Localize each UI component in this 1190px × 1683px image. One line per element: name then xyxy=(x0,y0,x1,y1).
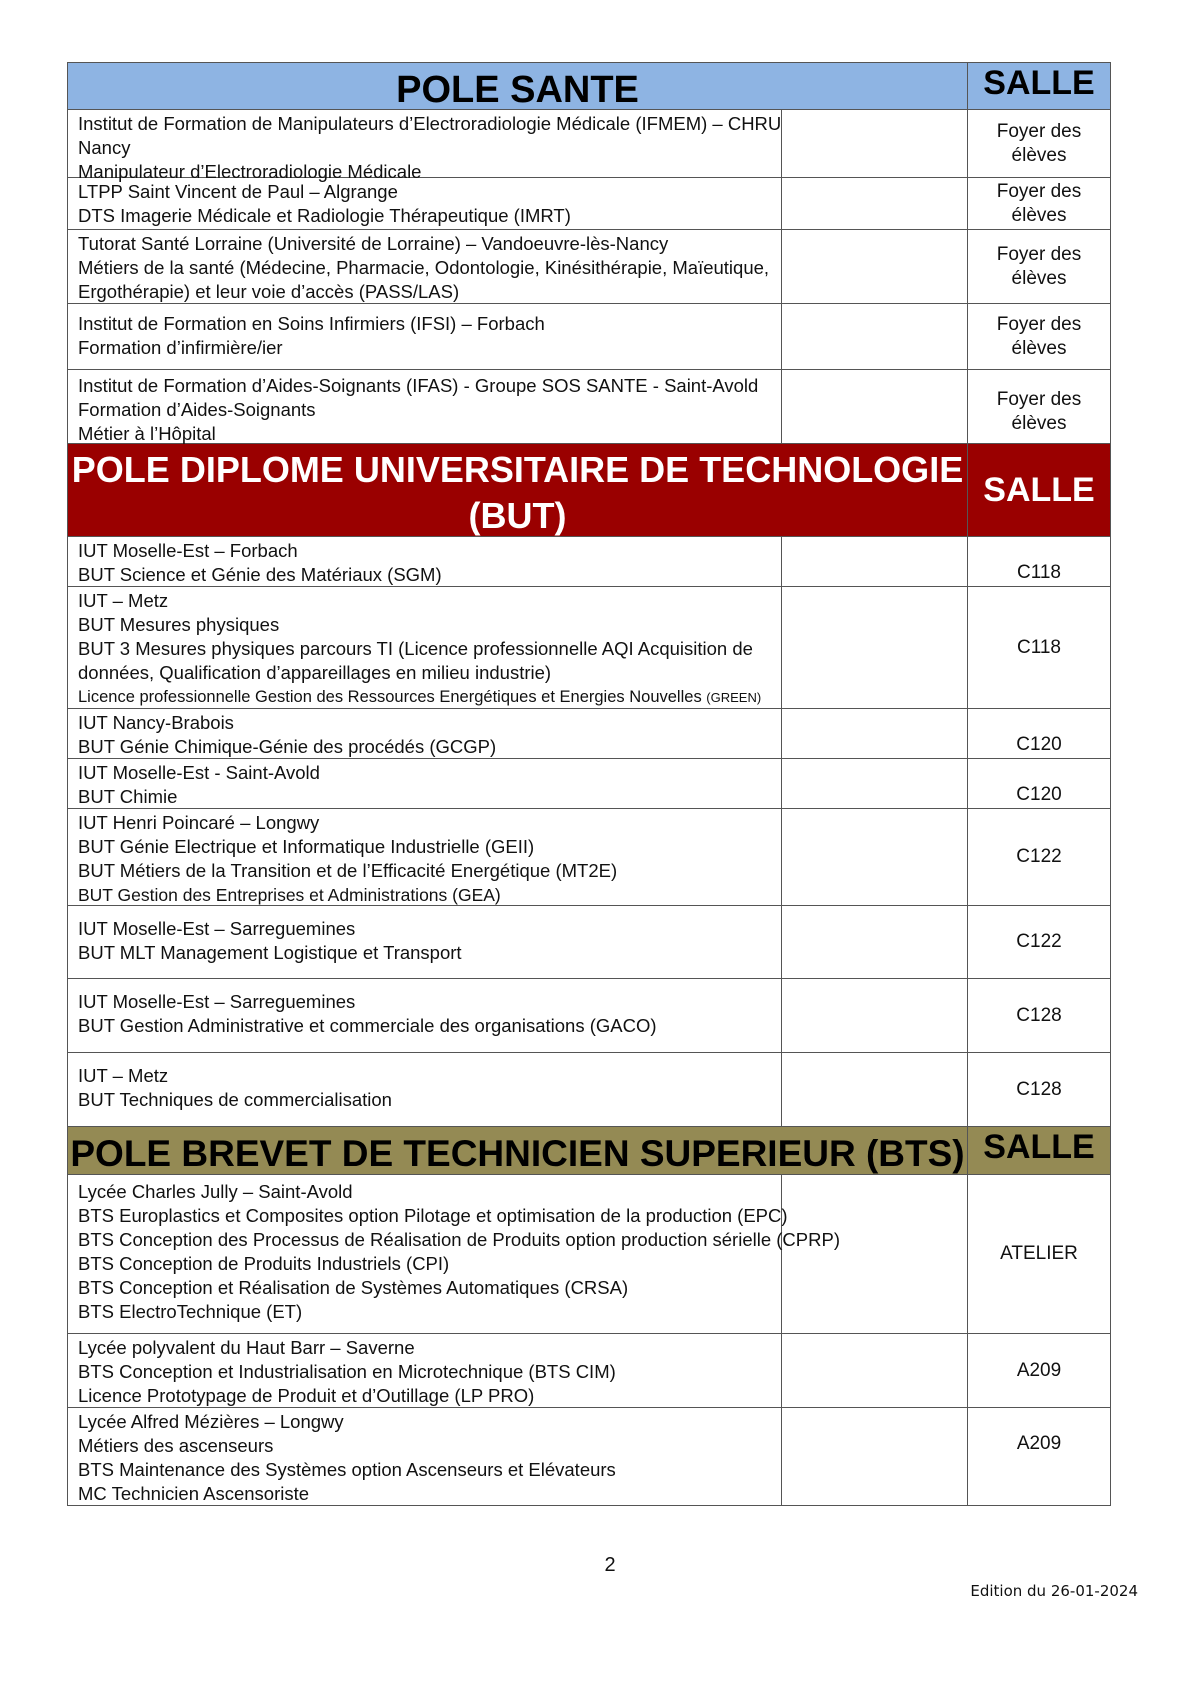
table-row xyxy=(67,1334,1111,1408)
section-header-sante xyxy=(67,62,1111,110)
table-row xyxy=(67,759,1111,809)
cell-line: Métiers de la santé (Médecine, Pharmacie, Odontologie, Kinésithérapie, Maïeutique, xyxy=(78,257,770,278)
cell-line: IUT Moselle-Est – Forbach xyxy=(78,540,298,561)
cell-line: Tutorat Santé Lorraine (Université de Lorraine) – Vandoeuvre-lès-Nancy xyxy=(78,233,669,254)
salle-cell: A209 xyxy=(1016,1433,1062,1454)
cell-line: IUT Moselle-Est – Sarreguemines xyxy=(78,991,356,1012)
formation-cell xyxy=(68,1053,782,1126)
salle-cell: C122 xyxy=(1016,846,1062,867)
table-row xyxy=(67,1408,1111,1506)
empty-cell xyxy=(782,537,968,586)
formation-cell xyxy=(68,587,782,708)
cell-line: BTS Conception de Produits Industriels (CPI) xyxy=(78,1253,450,1274)
section-header-bts xyxy=(67,1127,1111,1175)
cell-line: BUT Génie Chimique-Génie des procédés (GCGP) xyxy=(78,736,497,757)
cell-line: BUT Techniques de commercialisation xyxy=(78,1089,392,1110)
section-header-but xyxy=(67,444,1111,537)
empty-cell xyxy=(782,906,968,978)
table-row xyxy=(67,537,1111,587)
salle-cell: C122 xyxy=(1016,931,1062,952)
salle-header: SALLE xyxy=(983,63,1095,102)
formation-cell xyxy=(68,1408,782,1505)
section-title: POLE BREVET DE TECHNICIEN SUPERIEUR (BTS) xyxy=(68,1127,968,1174)
page-number: 2 xyxy=(604,1554,616,1576)
cell-line: BTS Conception et Industrialisation en Microtechnique (BTS CIM) xyxy=(78,1361,616,1382)
cell-line: Institut de Formation en Soins Infirmiers (IFSI) – Forbach xyxy=(78,313,545,334)
cell-line: Institut de Formation d’Aides-Soignants (IFAS) - Groupe SOS SANTE - Saint-Avold xyxy=(78,375,759,396)
cell-line-suffix: (GREEN) xyxy=(706,690,762,705)
cell-line: MC Technicien Ascensoriste xyxy=(78,1483,310,1504)
salle-cell: Foyer des élèves xyxy=(996,388,1082,434)
table-row xyxy=(67,304,1111,370)
cell-line: Ergothérapie) et leur voie d’accès (PASS/LAS) xyxy=(78,281,460,302)
cell-line: IUT – Metz xyxy=(78,1065,169,1086)
cell-line: Métier à l’Hôpital xyxy=(78,423,216,444)
cell-line: BUT Métiers de la Transition et de l’Efficacité Energétique (MT2E) xyxy=(78,860,618,881)
cell-line: BUT Gestion des Entreprises et Administrations (GEA) xyxy=(78,885,501,905)
cell-line xyxy=(78,685,771,710)
salle-header: SALLE xyxy=(983,1128,1095,1166)
table-row xyxy=(67,370,1111,444)
salle-cell: C120 xyxy=(1016,784,1062,805)
cell-line: Lycée Charles Jully – Saint-Avold xyxy=(78,1181,353,1202)
cell-line: Manipulateur d’Electroradiologie Médicale xyxy=(78,161,422,182)
table-row xyxy=(67,110,1111,182)
empty-cell xyxy=(782,587,968,708)
cell-line: IUT Henri Poincaré – Longwy xyxy=(78,812,320,833)
cell-line: BTS ElectroTechnique (ET) xyxy=(78,1301,303,1322)
section-title: POLE SANTE xyxy=(68,63,968,109)
formation-cell xyxy=(68,1334,782,1407)
empty-cell xyxy=(782,1334,968,1407)
formation-cell xyxy=(68,906,782,978)
cell-line: Nancy xyxy=(78,137,131,158)
salle-cell: ATELIER xyxy=(1000,1243,1078,1264)
edition-date: Edition du 26-01-2024 xyxy=(970,1582,1138,1600)
cell-line: BTS Maintenance des Systèmes option Ascenseurs et Elévateurs xyxy=(78,1459,616,1480)
salle-cell: Foyer des élèves xyxy=(996,120,1082,166)
formation-cell xyxy=(68,304,782,369)
cell-line: BUT 3 Mesures physiques parcours TI (Licence professionnelle AQI Acquisition de xyxy=(78,638,753,659)
section-title-line: (BUT) xyxy=(468,495,567,536)
cell-line: Formation d’infirmière/ier xyxy=(78,337,283,358)
salle-cell: C128 xyxy=(1016,1004,1062,1026)
cell-line: BUT Mesures physiques xyxy=(78,614,280,635)
cell-line: données, Qualification d’appareillages en milieu industrie) xyxy=(78,662,552,683)
formation-cell xyxy=(68,110,782,182)
formation-cell xyxy=(68,709,782,758)
salle-cell: C128 xyxy=(1016,1078,1062,1100)
cell-line: Lycée polyvalent du Haut Barr – Saverne xyxy=(78,1337,415,1358)
table-row xyxy=(67,178,1111,230)
empty-cell xyxy=(782,1053,968,1126)
empty-cell xyxy=(782,809,968,905)
empty-cell xyxy=(782,110,968,177)
cell-line: BUT Chimie xyxy=(78,786,178,807)
cell-line: BUT MLT Management Logistique et Transport xyxy=(78,942,462,963)
salle-cell: C118 xyxy=(1016,562,1061,583)
empty-cell xyxy=(782,178,968,229)
empty-cell xyxy=(782,759,968,808)
salle-cell: Foyer des élèves xyxy=(996,243,1082,289)
section-title-line: POLE DIPLOME UNIVERSITAIRE DE TECHNOLOGIE xyxy=(71,449,964,490)
table-row xyxy=(67,809,1111,906)
cell-line: BTS Conception et Réalisation de Systèmes Automatiques (CRSA) xyxy=(78,1277,629,1298)
empty-cell xyxy=(782,1175,968,1333)
formation-cell xyxy=(68,1175,840,1333)
cell-line: BUT Génie Electrique et Informatique Industrielle (GEII) xyxy=(78,836,535,857)
cell-line: DTS Imagerie Médicale et Radiologie Thérapeutique (IMRT) xyxy=(78,205,571,226)
salle-cell: C118 xyxy=(1016,636,1061,658)
salle-cell: A209 xyxy=(1016,1359,1062,1381)
document-table xyxy=(67,62,1111,1506)
cell-line: LTPP Saint Vincent de Paul – Algrange xyxy=(78,181,398,202)
section-title xyxy=(68,444,968,536)
cell-line: IUT Moselle-Est - Saint-Avold xyxy=(78,762,320,783)
table-row xyxy=(67,709,1111,759)
empty-cell xyxy=(782,1408,968,1505)
cell-line: Métiers des ascenseurs xyxy=(78,1435,274,1456)
cell-line: Formation d’Aides-Soignants xyxy=(78,399,316,420)
cell-line: BUT Gestion Administrative et commerciale des organisations (GACO) xyxy=(78,1015,657,1036)
formation-cell xyxy=(68,178,782,229)
salle-cell: C120 xyxy=(1016,734,1062,755)
formation-cell xyxy=(68,537,782,586)
empty-cell xyxy=(782,709,968,758)
table-row xyxy=(67,906,1111,979)
table-row xyxy=(67,230,1111,304)
cell-line: Institut de Formation de Manipulateurs d’Electroradiologie Médicale (IFMEM) – CHRU xyxy=(78,113,782,134)
formation-cell xyxy=(68,759,782,808)
salle-cell: Foyer des élèves xyxy=(996,180,1082,226)
cell-line: Licence Prototypage de Produit et d’Outillage (LP PRO) xyxy=(78,1385,535,1406)
empty-cell xyxy=(782,979,968,1052)
table-row xyxy=(67,1053,1111,1127)
cell-line: BTS Conception des Processus de Réalisation de Produits option production sérielle (CPRP) xyxy=(78,1229,840,1250)
formation-cell xyxy=(68,370,782,443)
cell-line: BUT Science et Génie des Matériaux (SGM) xyxy=(78,564,442,585)
cell-line: BTS Europlastics et Composites option Pilotage et optimisation de la production (EPC) xyxy=(78,1205,788,1226)
cell-line: IUT – Metz xyxy=(78,590,169,611)
cell-line: Lycée Alfred Mézières – Longwy xyxy=(78,1411,344,1432)
table-row xyxy=(67,979,1111,1053)
salle-header: SALLE xyxy=(983,470,1095,509)
formation-cell xyxy=(68,979,782,1052)
formation-cell xyxy=(68,809,782,905)
formation-cell xyxy=(68,230,782,303)
salle-cell: Foyer des élèves xyxy=(996,313,1082,359)
table-row xyxy=(67,587,1111,709)
empty-cell xyxy=(782,230,968,303)
cell-line-text: Licence professionnelle Gestion des Ressources Energétiques et Energies Nouvelles xyxy=(78,688,702,706)
empty-cell xyxy=(782,304,968,369)
cell-line: IUT Nancy-Brabois xyxy=(78,712,234,733)
table-row xyxy=(67,1175,1111,1334)
cell-line: IUT Moselle-Est – Sarreguemines xyxy=(78,918,356,939)
empty-cell xyxy=(782,370,968,443)
